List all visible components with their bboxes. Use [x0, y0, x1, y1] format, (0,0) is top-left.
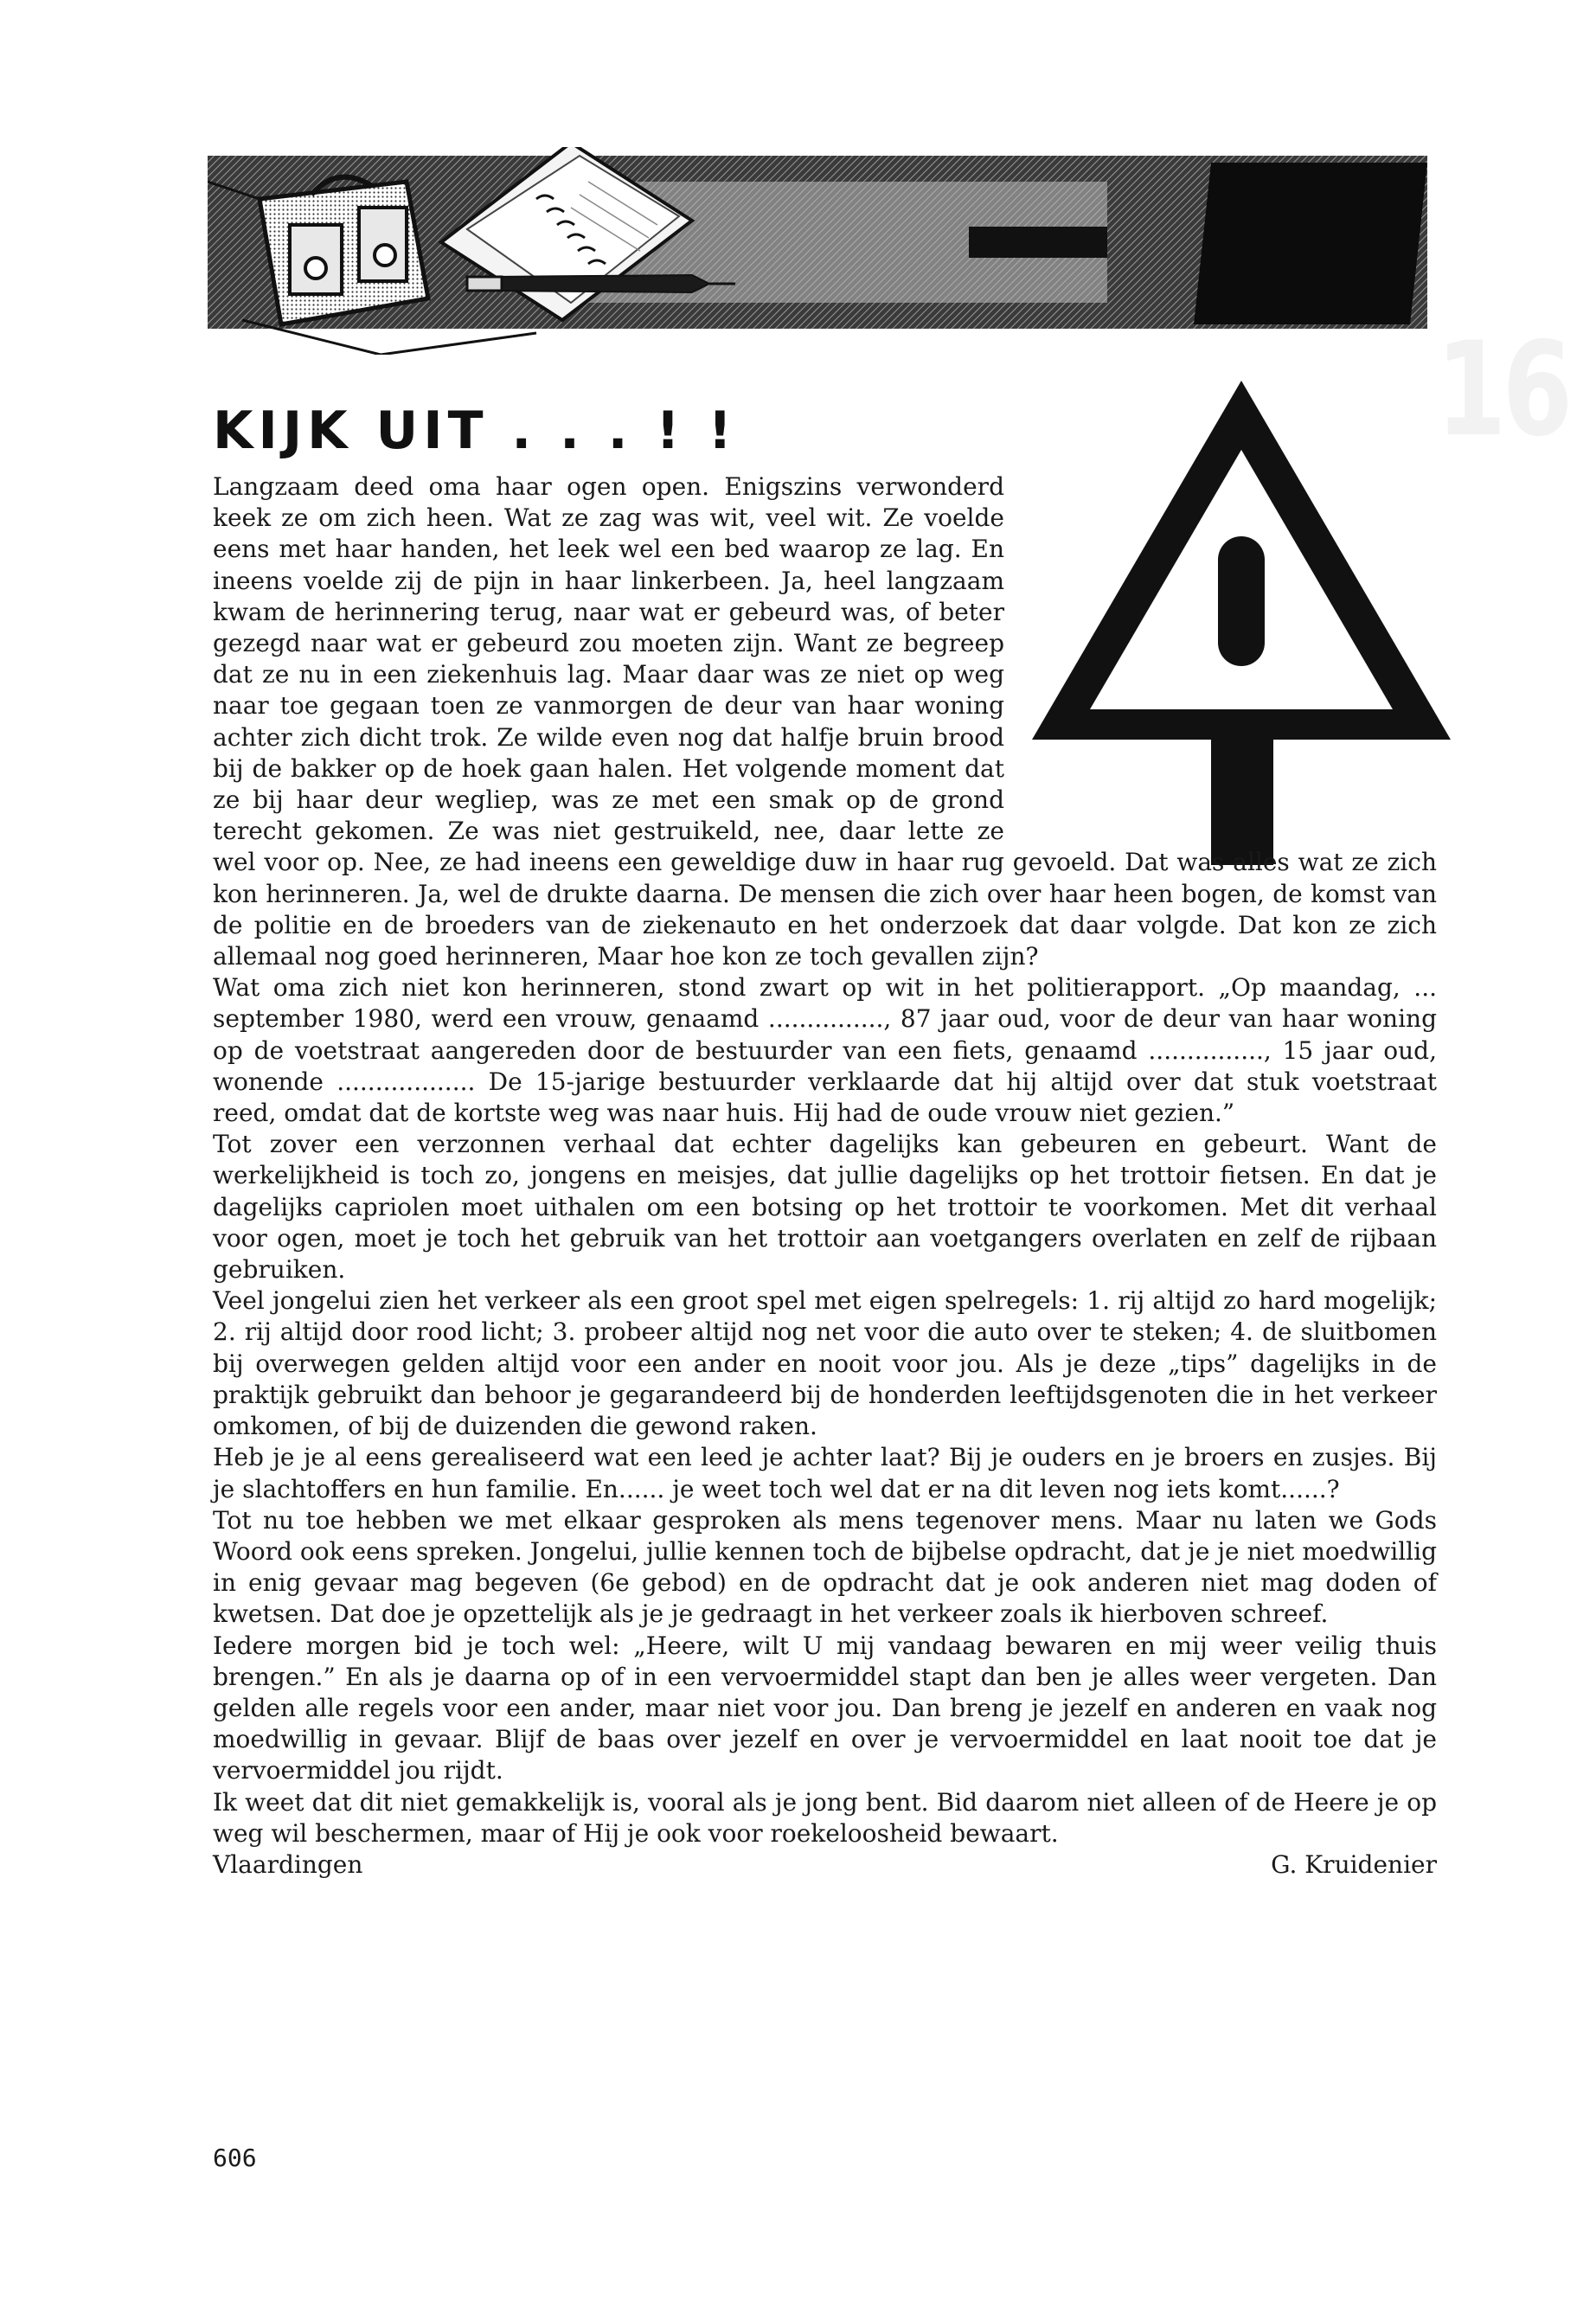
paragraph: Tot nu toe hebben we met elkaar gesproken als mens tegenover mens. Maar nu laten we Gods Woord ook eens spreken. Jongelui, jullie kennen toch de bijbelse opdracht, dat je je niet moedwillig in enig gevaar mag begeven (6e gebod) en de opdracht dat je ook anderen niet mag doden of kwetsen. Dat doe je opzettelijk als je je gedraagt in het verkeer zoals ik hierboven schreef. — [213, 1505, 1437, 1629]
paragraph: Langzaam deed oma haar ogen open. Enigszins verwonderd keek ze om zich heen. Wat ze zag was wit, veel wit. Ze voelde eens met haar handen, het leek wel een bed waarop ze lag. En ineens voelde zij de pijn in haar linkerbeen. Ja, heel langzaam kwam de herinnering terug, naar wat er gebeurd was, of beter gezegd naar wat er gebeurd zou moeten zijn. Want ze begreep dat ze nu in een ziekenhuis lag. Maar daar was ze niet op weg naar toe gegaan toen ze vanmorgen de deur van haar woning achter zich dicht trok. Ze wilde even nog dat halfje bruin brood bij de bakker op de hoek gaan halen. Het volgende moment dat ze bij haar deur wegliep, was ze met een smak op de grond terecht gekomen. Ze was niet gestruikeld, nee, daar lette ze wel voor op. Nee, ze had ineens een geweldige duw in haar rug gevoeld. Dat was alles wat ze zich kon herinneren. Ja, wel de drukte daarna. De mensen die zich over haar heen bogen, de komst van de politie en de broeders van de ziekenauto en het onderzoek dat daar volgde. Dat kon ze zich allemaal nog goed herinneren, Maar hoe kon ze toch gevallen zijn? — [213, 472, 1437, 971]
signoff — [213, 1849, 1437, 1881]
paragraph: Heb je je al eens gerealiseerd wat een leed je achter laat? Bij je ouders en je broers en zusjes. Bij je slachtoffers en hun familie. En...... je weet toch wel dat er na dit leven nog iets komt......? — [213, 1443, 1437, 1503]
chapter-number: 16 — [1436, 315, 1569, 465]
sign-wrap-area — [1022, 471, 1437, 843]
signoff-place: Vlaardingen — [213, 1849, 363, 1879]
paragraph: Veel jongelui zien het verkeer als een groot spel met eigen spelregels: 1. rij altijd zo hard mogelijk; 2. rij altijd door rood licht; 3. probeer altijd nog net voor die auto over te steken; 4. de sluitbomen bij overwegen gelden altijd voor een ander en nooit voor jou. Als je deze „tips” dagelijks in de praktijk gebruikt dan behoor je gegarandeerd bij de honderden leeftijdsgenoten die in het verkeer omkomen, of bij de duizenden die gewond raken. — [213, 1286, 1437, 1441]
banner-illustration — [208, 147, 1436, 355]
paragraph: Ik weet dat dit niet gemakkelijk is, vooral als je jong bent. Bid daarom niet alleen of de Heere je op weg wil beschermen, maar of Hij je ook voor roekeloosheid bewaart. — [213, 1787, 1437, 1848]
briefcase-icon — [260, 177, 428, 324]
paragraph: Wat oma zich niet kon herinneren, stond zwart op wit in het politierapport. „Op maandag, ... september 1980, werd een vrouw, genaamd ..............., 87 jaar oud, voor de deur van haar woning op de voetstraat aangereden door de bestuurder van een fiets, genaamd ..............., 15 jaar oud, wonende .................. De 15-jarige bestuurder verklaarde dat hij altijd over dat stuk voetstraat reed, omdat dat de kortste weg was naar huis. Hij had de oude vrouw niet gezien.” — [213, 973, 1437, 1128]
article-body — [213, 471, 1437, 1881]
paragraph: Tot zover een verzonnen verhaal dat echter dagelijks kan gebeuren en gebeurt. Want de werkelijkheid is toch zo, jongens en meisjes, dat jullie dagelijks op het trottoir fietsen. En dat je dagelijks capriolen moet uithalen om een botsing op het trottoir te voorkomen. Met dit verhaal voor ogen, moet je toch het gebruik van het trottoir aan voetgangers overlaten en zelf de rijbaan gebruiken. — [213, 1130, 1437, 1285]
signoff-author: G. Kruidenier — [1271, 1849, 1437, 1879]
paragraph: Iedere morgen bid je toch wel: „Heere, wilt U mij vandaag bewaren en mij weer veilig thuis brengen.” En als je daarna op of in een vervoermiddel stapt dan ben je alles weer vergeten. Dan gelden alle regels voor een ander, maar niet voor jou. Dan breng je jezelf en anderen en vaak nog moedwillig in gevaar. Blijf de baas over jezelf en over je vervoermiddel en laat nooit toe dat je vervoermiddel jou rijdt. — [213, 1631, 1437, 1785]
article-headline: KIJK UIT . . . ! ! — [213, 401, 738, 461]
pen-icon — [467, 275, 735, 292]
page-number: 606 — [213, 2144, 257, 2172]
